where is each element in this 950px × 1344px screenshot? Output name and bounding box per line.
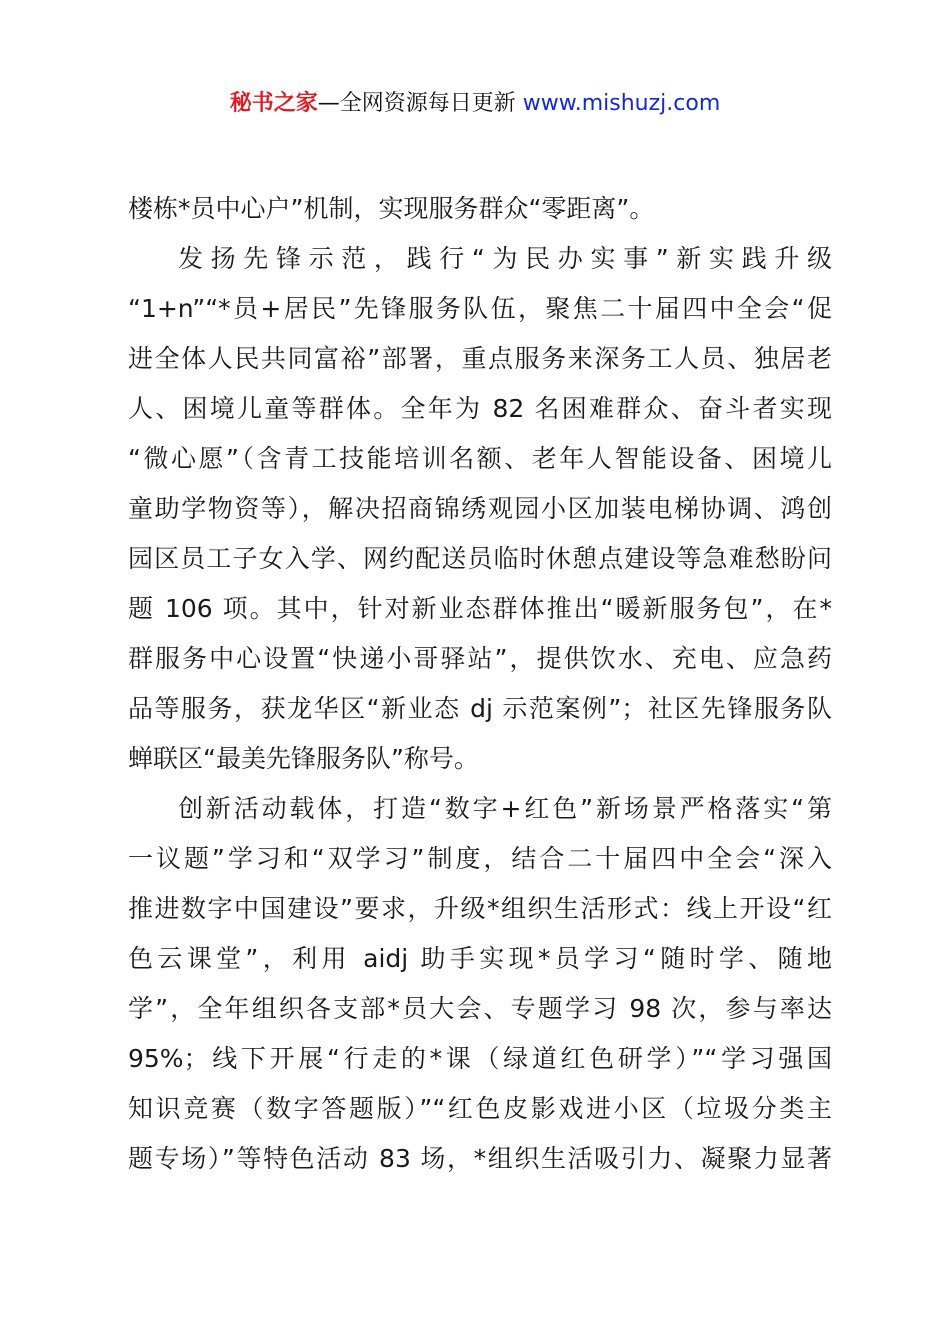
body-line: 推进数字中国建设”要求，升级*组织生活形式：线上开设“红 <box>128 894 832 923</box>
body-line: 群服务中心设置“快递小哥驿站”，提供饮水、充电、应急药 <box>128 644 832 673</box>
body-line: 人、困境儿童等群体。全年为 82 名困难群众、奋斗者实现 <box>128 394 832 423</box>
body-line: 进全体人民共同富裕”部署，重点服务来深务工人员、独居老 <box>128 344 832 373</box>
paragraph-start-line: 创新活动载体，打造“数字+红色”新场景严格落实“第 <box>178 794 832 823</box>
body-line: “1+n”“*员+居民”先锋服务队伍，聚焦二十届四中全会“促 <box>128 294 832 323</box>
paragraph-start-line: 发扬先锋示范，践行“为民办实事”新实践升级 <box>178 244 832 273</box>
document-body <box>128 184 832 1184</box>
body-line: 题 106 项。其中，针对新业态群体推出“暖新服务包”，在* <box>128 594 832 623</box>
body-line: 学”，全年组织各支部*员大会、专题学习 98 次，参与率达 <box>128 994 832 1023</box>
body-line: 一议题”学习和“双学习”制度，结合二十届四中全会“深入 <box>128 844 832 873</box>
body-line: 95%；线下开展“行走的*课（绿道红色研学）”“学习强国 <box>128 1044 832 1073</box>
body-line: 品等服务，获龙华区“新业态 dj 示范案例”；社区先锋服务队 <box>128 694 832 723</box>
body-line: 园区员工子女入学、网约配送员临时休憩点建设等急难愁盼问 <box>128 544 832 573</box>
body-line: 知识竞赛（数字答题版）”“红色皮影戏进小区（垃圾分类主 <box>128 1094 832 1123</box>
header-tagline: —全网资源每日更新 <box>317 91 523 116</box>
body-line: 童助学物资等），解决招商锦绣观园小区加装电梯协调、鸿创 <box>128 494 832 523</box>
site-url-link[interactable]: www.mishuzj.com <box>522 91 721 116</box>
body-line: “微心愿”（含青工技能培训名额、老年人智能设备、困境儿 <box>128 444 832 473</box>
body-line: 蝉联区“最美先锋服务队”称号。 <box>128 744 479 773</box>
body-line: 题专场）”等特色活动 83 场，*组织生活吸引力、凝聚力显著 <box>128 1144 832 1173</box>
site-header <box>0 88 950 120</box>
body-line: 楼栋*员中心户”机制，实现服务群众“零距离”。 <box>128 194 655 223</box>
body-line: 色云课堂”，利用 aidj 助手实现*员学习“随时学、随地 <box>128 944 832 973</box>
brand-name: 秘书之家 <box>229 91 318 116</box>
